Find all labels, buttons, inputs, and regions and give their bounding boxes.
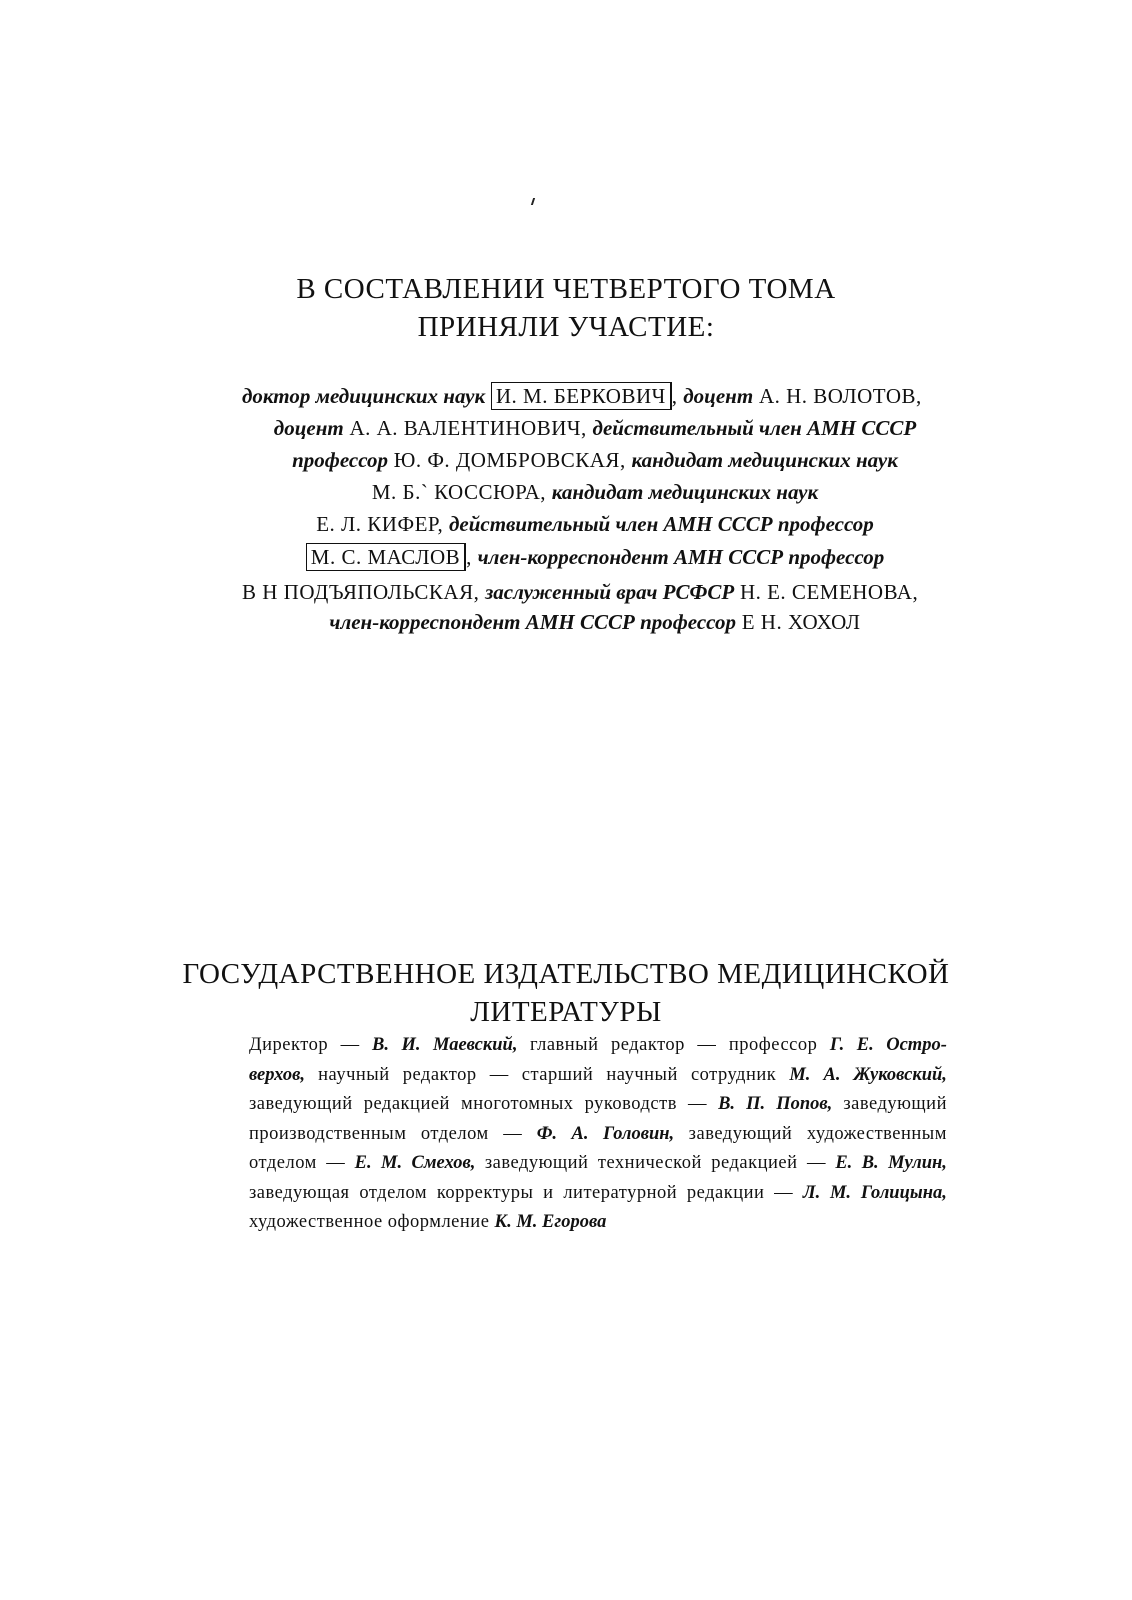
role-text: научный	[318, 1064, 390, 1085]
role-text: —	[326, 1153, 346, 1173]
person-name: верхов,	[249, 1064, 306, 1085]
role-text: корректуры	[436, 1182, 534, 1203]
person-name: М.	[829, 1182, 852, 1203]
person-name: В.	[861, 1153, 879, 1173]
publisher-heading-line-1: ГОСУДАРСТВЕННОЕ ИЗДАТЕЛЬСТВО МЕДИЦИНСКОЙ	[182, 958, 950, 990]
role-text: Директор	[249, 1035, 329, 1055]
role-text: —	[806, 1153, 826, 1173]
person-name: Ф.	[536, 1123, 558, 1144]
person-name: М.	[789, 1064, 811, 1085]
role-text: редактор	[402, 1064, 477, 1085]
name-text: Ю. Ф. ДОМБРОВСКАЯ,	[388, 448, 632, 472]
publisher-heading-line-2: ЛИТЕРАТУРЫ	[470, 996, 662, 1028]
name-text: А. А. ВАЛЕНТИНОВИЧ,	[343, 416, 593, 440]
title-text: доцент	[683, 384, 754, 408]
name-text: Е Н. ХОХОЛ	[735, 610, 861, 634]
person-name: Головин,	[602, 1123, 675, 1144]
role-text: редактор	[611, 1035, 685, 1055]
name-text: ,	[671, 384, 684, 408]
role-text: отделом	[359, 1182, 428, 1203]
role-text: заведующий	[249, 1094, 353, 1114]
boxed-name: М. С. МАСЛОВ	[306, 543, 466, 571]
title-text: заслуженный врач РСФСР	[485, 580, 735, 604]
person-name: Голицына,	[860, 1182, 947, 1203]
title-text: действительный член АМН СССР	[592, 416, 917, 440]
title-text: доцент	[273, 416, 344, 440]
credit-line	[249, 1031, 947, 1059]
person-name: И.	[401, 1035, 421, 1055]
role-text: редакцией	[711, 1153, 798, 1173]
role-text: —	[503, 1123, 523, 1144]
role-text: отделом	[420, 1123, 489, 1144]
title-text: доктор медицинских наук	[242, 384, 486, 408]
contributors-heading-line-1: В СОСТАВЛЕНИИ ЧЕТВЕРТОГО ТОМА	[296, 273, 836, 305]
contributor-line	[242, 380, 922, 412]
title-text: К. М. Егорова	[494, 1212, 607, 1232]
credit-line	[249, 1120, 947, 1148]
role-text: руководств	[584, 1094, 677, 1114]
contributor-line	[230, 412, 960, 444]
boxed-name: И. М. БЕРКОВИЧ	[491, 382, 672, 410]
role-text: технической	[597, 1153, 702, 1173]
name-text: Н. Е. СЕМЕНОВА,	[734, 580, 919, 604]
person-name: Остро-	[886, 1035, 947, 1055]
title-text: кандидат медицинских наук	[551, 480, 819, 504]
role-text: многотомных	[461, 1094, 574, 1114]
person-name: М.	[381, 1153, 403, 1173]
person-name: Мулин,	[888, 1153, 947, 1173]
person-name: Жуковский,	[853, 1064, 947, 1085]
person-name: П.	[746, 1094, 766, 1114]
role-text: старший	[521, 1064, 594, 1085]
credit-line	[249, 1208, 606, 1236]
role-text: художественным	[806, 1123, 947, 1144]
person-name: Попов,	[776, 1094, 833, 1114]
role-text: научный	[606, 1064, 678, 1085]
role-text: производственным	[249, 1123, 407, 1144]
person-name: А.	[823, 1064, 841, 1085]
title-text: член-корреспондент АМН СССР профессор	[477, 545, 885, 569]
person-name: Е.	[835, 1153, 853, 1173]
role-text: заведующий	[688, 1123, 793, 1144]
role-text: заведующий	[843, 1094, 947, 1114]
credit-line	[249, 1061, 947, 1089]
contributors-heading-line-2: ПРИНЯЛИ УЧАСТИЕ:	[417, 311, 715, 343]
contributors-heading	[0, 270, 1132, 346]
contributor-line	[230, 476, 960, 508]
role-text: и	[543, 1182, 554, 1203]
title-text: кандидат медицинских наук	[631, 448, 898, 472]
role-text: —	[340, 1035, 360, 1055]
credit-line	[249, 1090, 947, 1118]
person-name: Е.	[856, 1035, 874, 1055]
role-text: литературной	[563, 1182, 678, 1203]
person-name: А.	[571, 1123, 589, 1144]
role-text: —	[688, 1094, 708, 1114]
contributor-line	[230, 541, 960, 573]
stray-ink-mark	[531, 198, 535, 205]
name-text: А. Н. ВОЛОТОВ,	[753, 384, 922, 408]
role-text: заведующий	[484, 1153, 589, 1173]
role-text: редакцией	[363, 1094, 450, 1114]
role-text: отделом	[249, 1153, 317, 1173]
role-text: заведующая	[249, 1182, 350, 1203]
person-name: В.	[718, 1094, 736, 1114]
person-name: Маевский,	[433, 1035, 518, 1055]
person-name: Г.	[829, 1035, 845, 1055]
person-name: Е.	[354, 1153, 372, 1173]
role-text: сотрудник	[690, 1064, 777, 1085]
contributor-line	[242, 576, 918, 608]
title-text: профессор	[292, 448, 388, 472]
person-name: В.	[372, 1035, 390, 1055]
credit-line	[249, 1149, 947, 1177]
person-name: Смехов,	[411, 1153, 476, 1173]
credit-line	[249, 1179, 947, 1207]
title-text: действительный член АМН СССР профессор	[448, 512, 874, 536]
name-text: М. Б.ˋ КОССЮРА,	[371, 480, 552, 504]
person-name: Л.	[802, 1182, 821, 1203]
role-text: —	[774, 1182, 794, 1203]
title-text: член-корреспондент АМН СССР профессор	[329, 610, 736, 634]
role-text: редакции	[686, 1182, 765, 1203]
role-text: главный	[529, 1035, 599, 1055]
role-text: профессор	[728, 1035, 818, 1055]
publisher-heading	[0, 955, 1132, 1031]
role-text: —	[489, 1064, 509, 1085]
contributor-line	[230, 508, 960, 540]
contributor-line	[230, 606, 960, 638]
name-text: ,	[466, 545, 478, 569]
name-text: В Н ПОДЪЯПОЛЬСКАЯ,	[242, 580, 486, 604]
name-text: художественное оформление	[249, 1212, 495, 1232]
contributor-line	[230, 444, 960, 476]
name-text: Е. Л. КИФЕР,	[316, 512, 449, 536]
role-text: —	[697, 1035, 717, 1055]
